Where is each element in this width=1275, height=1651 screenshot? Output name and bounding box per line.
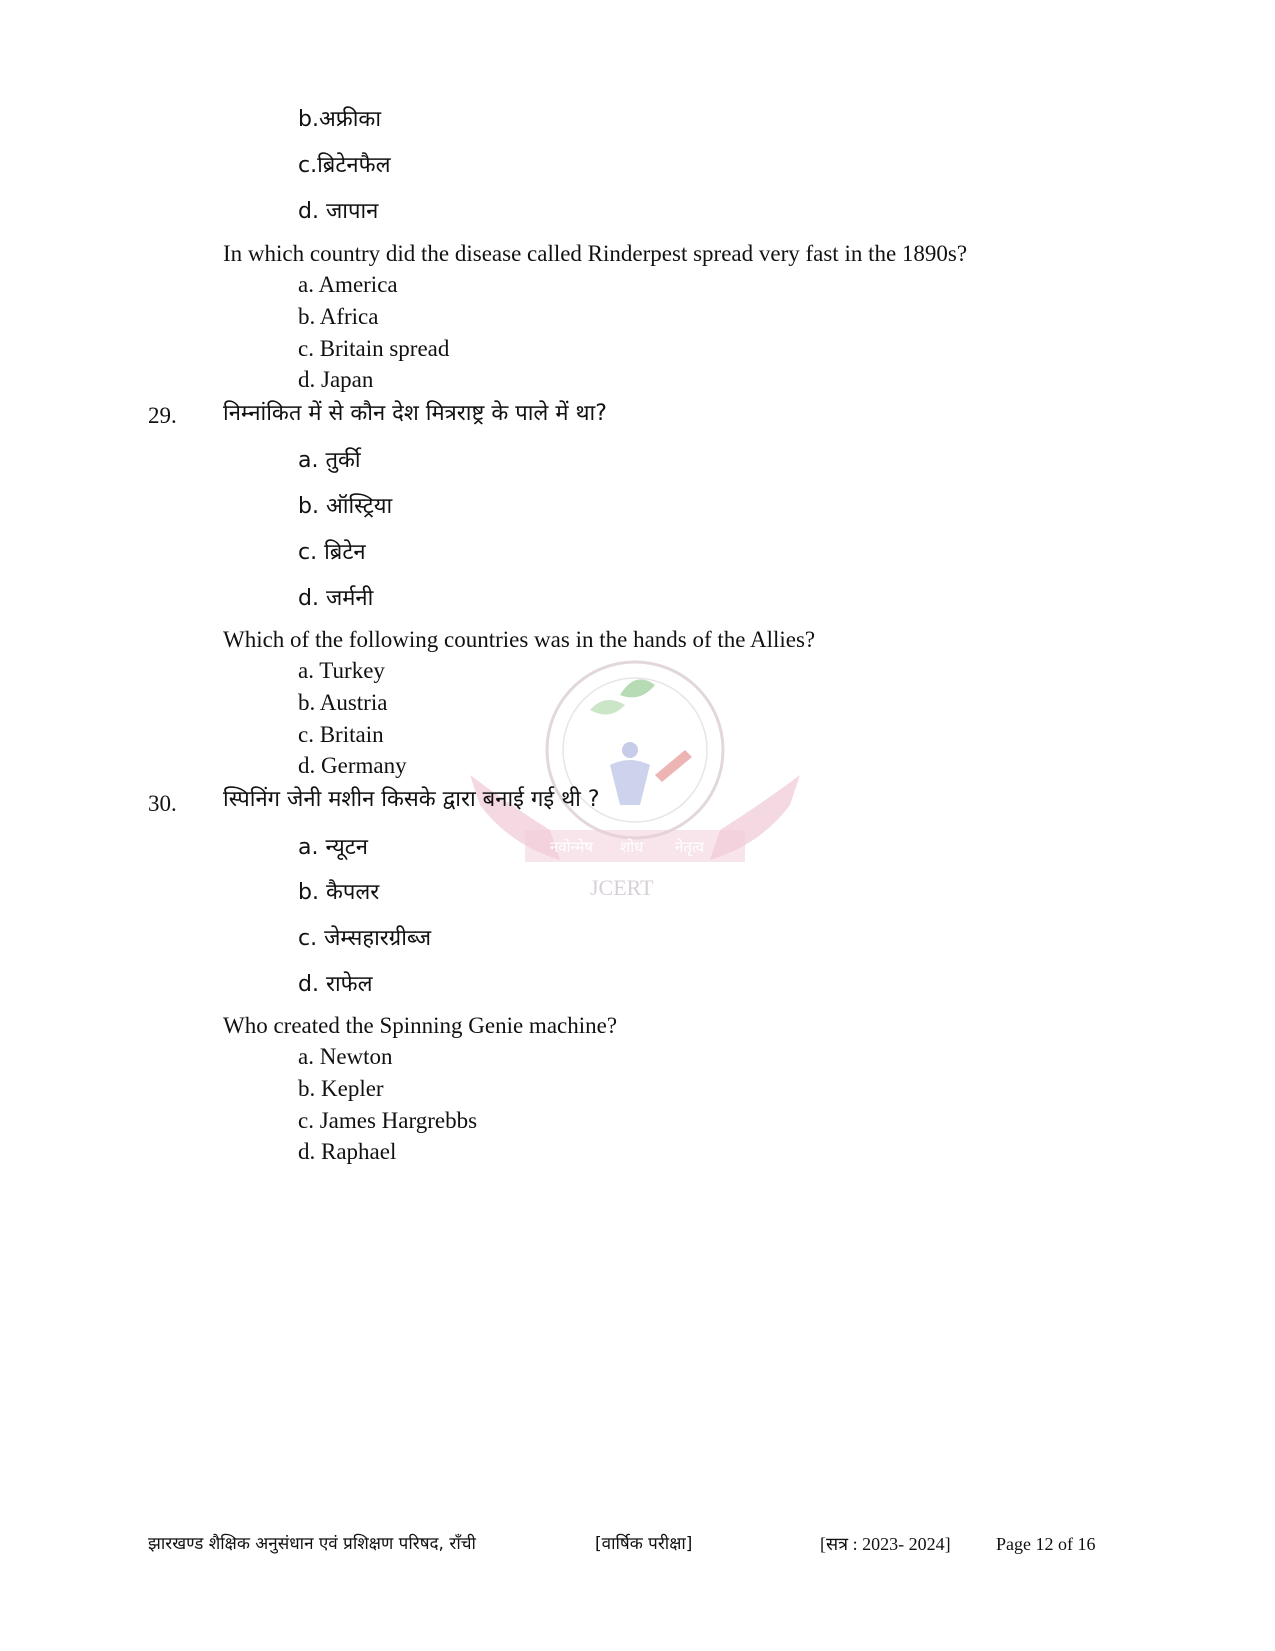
option-en: a. Newton (298, 1044, 393, 1069)
option-en: d. Japan (298, 367, 374, 392)
footer-page-number: Page 12 of 16 (996, 1534, 1096, 1554)
option-en: c. Britain spread (298, 336, 450, 361)
leaf-shape (590, 700, 625, 714)
option-en: c. Britain (298, 722, 384, 747)
footer-exam: [वार्षिक परीक्षा] (595, 1534, 693, 1554)
motto-word: नवोन्मेष (550, 838, 593, 856)
option-en: b. Africa (298, 304, 379, 329)
option-en: d. Germany (298, 753, 407, 778)
motto-word: शोध (620, 838, 644, 856)
motto-word: नेतृत्व (675, 838, 705, 856)
question-en: Which of the following countries was in the hands of the Allies? (223, 627, 816, 652)
question-number: 29. (148, 403, 177, 428)
question-number: 30. (148, 791, 177, 816)
option-hi: d. जापान (298, 199, 379, 224)
option-en: a. America (298, 272, 398, 297)
question-en: Who created the Spinning Genie machine? (223, 1013, 618, 1038)
option-hi: d. जर्मनी (298, 586, 374, 611)
pencil-shape (655, 750, 692, 782)
leaf-shape (620, 679, 655, 697)
question-en: In which country did the disease called Rinderpest spread very fast in the 1890s? (223, 241, 968, 266)
option-en: b. Kepler (298, 1076, 384, 1101)
option-hi: b. कैपलर (298, 880, 380, 905)
option-en: c. James Hargrebbs (298, 1108, 478, 1133)
option-en: d. Raphael (298, 1139, 397, 1164)
footer-session: [सत्र : 2023- 2024] (820, 1534, 951, 1554)
option-hi: b. ऑस्ट्रिया (298, 494, 393, 519)
option-hi: a. तुर्की (298, 448, 361, 473)
footer-org: झारखण्ड शैक्षिक अनुसंधान एवं प्रशिक्षण परिषद, राँची (148, 1534, 476, 1554)
option-hi: c. जेम्सहारग्रीब्ज (298, 926, 432, 951)
option-en: a. Turkey (298, 658, 385, 683)
option-hi: c. ब्रिटेन (298, 540, 366, 565)
figure-body (610, 760, 650, 805)
option-en: b. Austria (298, 690, 388, 715)
option-hi: b.अफ्रीका (298, 107, 382, 132)
figure-head (622, 742, 638, 758)
watermark-name: JCERT (590, 875, 654, 900)
option-hi: d. राफेल (298, 972, 373, 997)
option-hi: c.ब्रिटेनफैल (298, 153, 391, 178)
option-hi: a. न्यूटन (298, 835, 369, 860)
question-hi: निम्नांकित में से कौन देश मित्रराष्ट्र के पाले में था? (223, 401, 607, 426)
question-hi: स्पिनिंग जेनी मशीन किसके द्वारा बनाई गई थी ? (223, 787, 600, 812)
